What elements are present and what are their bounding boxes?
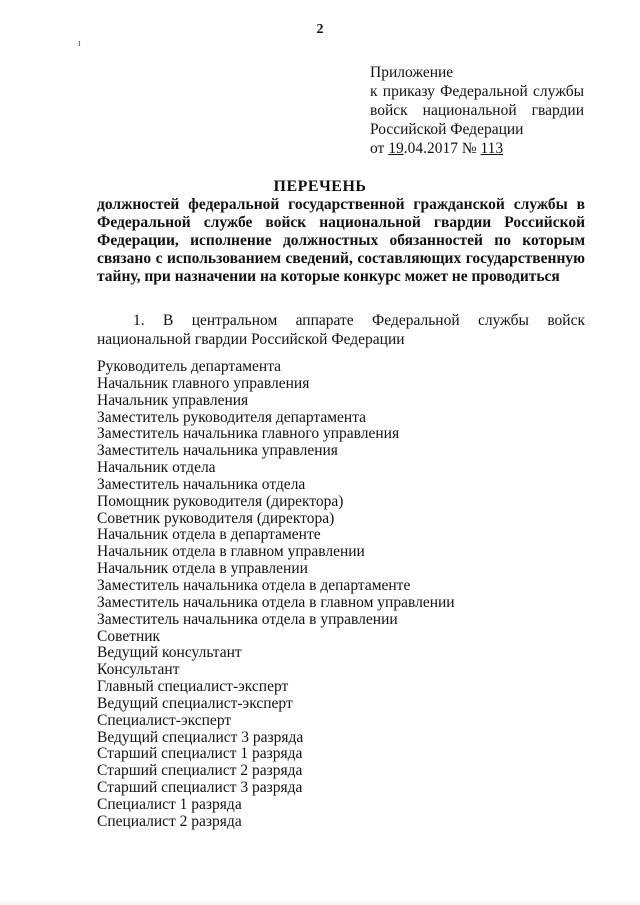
list-item: Старший специалист 3 разряда (97, 779, 303, 797)
list-item: Заместитель начальника отдела в управлении (97, 610, 398, 628)
list-item: Специалист-эксперт (97, 711, 232, 729)
scan-edge (0, 901, 640, 905)
list-item: Ведущий консультант (97, 644, 242, 662)
date-prefix: от (370, 140, 389, 157)
list-item: Специалист 1 разряда (97, 795, 242, 813)
list-item: Начальник отдела (97, 459, 216, 477)
document-title: ПЕРЕЧЕНЬ (273, 178, 367, 195)
appendix-line-4: Российской Федерации (370, 121, 524, 138)
section-line-2: национальной гвардии Российской Федерации (97, 331, 405, 348)
subtitle-line: Федерации, исполнение должностных обязанностей по которым (97, 232, 585, 249)
list-item: Заместитель начальника управления (97, 442, 338, 460)
list-item: Заместитель начальника отдела в главном управлении (97, 593, 455, 611)
list-item: Начальник главного управления (97, 374, 310, 392)
list-item: Старший специалист 1 разряда (97, 745, 303, 763)
subtitle-line: тайну, при назначении на которые конкурс может не проводиться (97, 268, 560, 285)
scan-mark: ı (78, 38, 81, 49)
positions-list (97, 359, 585, 831)
list-item: Начальник отдела в главном управлении (97, 543, 365, 561)
appendix-line-3: войск национальной гвардии (370, 102, 584, 119)
section-heading (97, 311, 585, 349)
subtitle-line: должностей федеральной государственной гражданской службы в (97, 196, 585, 213)
list-item: Начальник отдела в управлении (97, 560, 308, 578)
list-item: Ведущий специалист 3 разряда (97, 728, 304, 746)
list-item: Заместитель руководителя департамента (97, 408, 367, 426)
list-item: Заместитель начальника отдела в департаменте (97, 576, 411, 594)
list-item: Руководитель департамента (97, 358, 282, 375)
appendix-date-line (370, 139, 584, 158)
list-item: Старший специалист 2 разряда (97, 762, 303, 780)
subtitle-line: связано с использованием сведений, составляющих государственную (97, 250, 585, 267)
date-day: 19 (388, 140, 404, 157)
appendix-header (370, 63, 584, 158)
list-item: Специалист 2 разряда (97, 812, 242, 830)
appendix-line-1: Приложение (370, 64, 454, 81)
list-item: Консультант (97, 661, 180, 679)
list-item: Советник руководителя (директора) (97, 509, 335, 527)
order-number: 113 (480, 140, 504, 157)
page-number: 2 (316, 22, 324, 37)
section-line-1: 1. В центральном аппарате Федеральной службы войск (133, 312, 585, 329)
list-item: Начальник управления (97, 391, 249, 409)
document-subtitle (97, 196, 585, 286)
list-item: Заместитель начальника главного управления (97, 425, 400, 443)
list-item: Заместитель начальника отдела (97, 475, 306, 493)
list-item: Начальник отдела в департаменте (97, 526, 321, 544)
list-item: Советник (97, 627, 161, 645)
date-rest: .04.2017 № (403, 140, 481, 157)
list-item: Ведущий специалист-эксперт (97, 694, 293, 712)
appendix-line-2: к приказу Федеральной службы (370, 83, 584, 100)
list-item: Помощник руководителя (директора) (97, 492, 344, 510)
list-item: Главный специалист-эксперт (97, 678, 289, 696)
subtitle-line: Федеральной службе войск национальной гвардии Российской (97, 214, 585, 231)
